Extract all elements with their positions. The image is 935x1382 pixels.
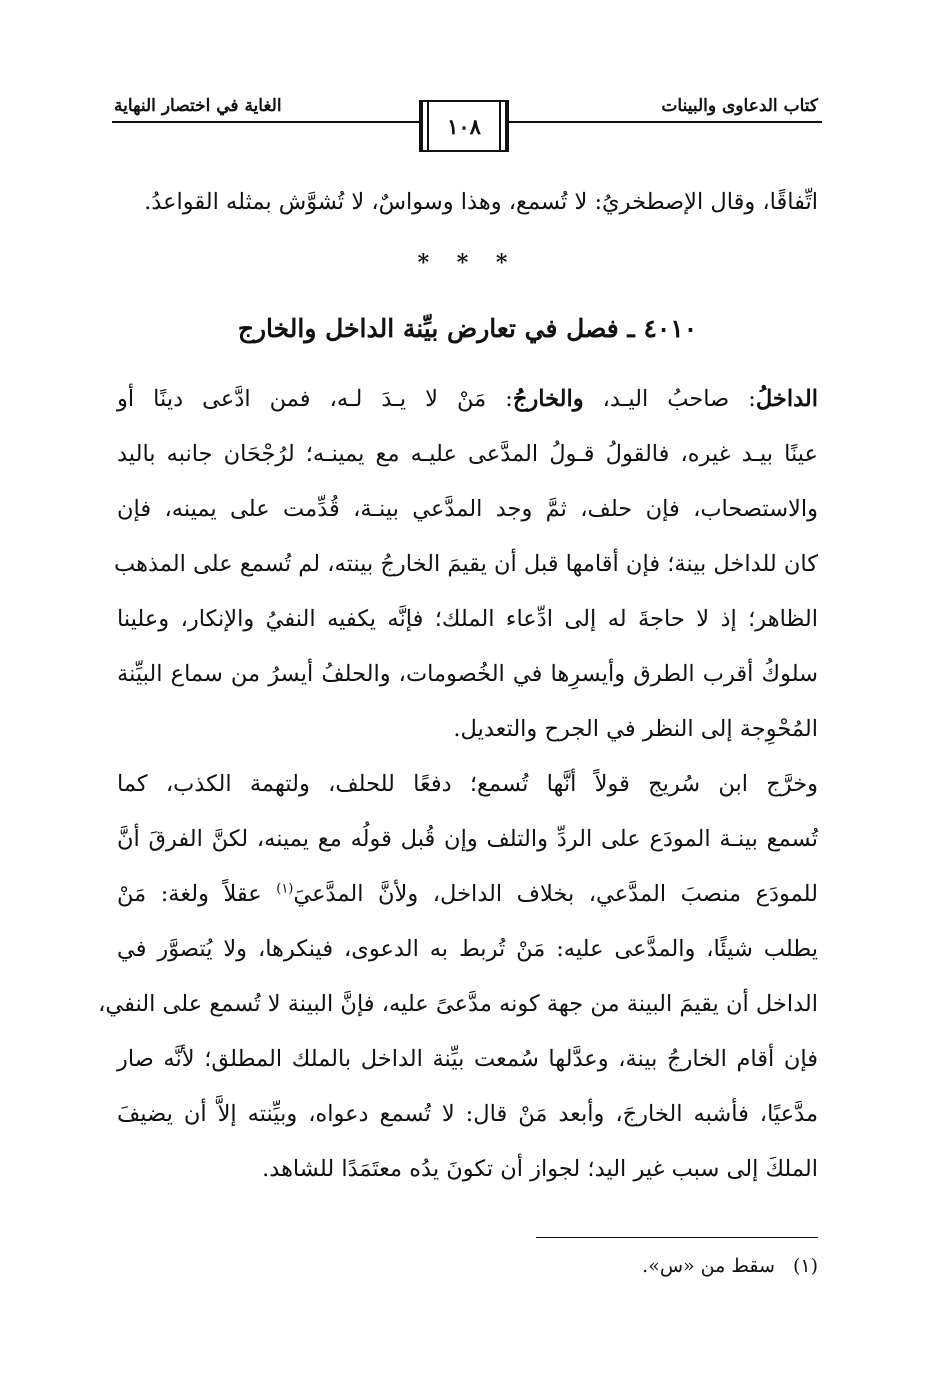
term-outside: والخارجُ [512, 386, 584, 412]
running-header-work-title: الغاية في اختصار النهاية [114, 96, 282, 116]
paragraph2-line: تُسمع بينـة المودَع على الردِّ والتلف وإن قُبل قولُه مع يمينه، لكنَّ الفرقَ أنَّ [117, 826, 818, 852]
term-inside: الداخلُ [755, 386, 819, 412]
frame-top-line [419, 100, 509, 102]
paragraph2-line3-start: للمودَع منصبَ المدَّعي، بخلاف الداخل، ولأنَّ المدَّعيَ [293, 881, 818, 907]
paragraph2-line-with-footnote [117, 874, 818, 914]
running-header-book-title: كتاب الدعاوى والبينات [661, 96, 818, 116]
paragraph2-line: الملكَ إلى سبب غير اليد؛ لجواز أن تكونَ يدُه معتَمَدًا للشاهد. [262, 1156, 818, 1182]
footnote-marker: (١) [276, 881, 294, 897]
frame-bar [419, 100, 423, 152]
term-outside-definition: : مَنْ لا يـدَ لـه، فمن ادَّعى دينًا أو [117, 386, 513, 412]
paragraph2-line: فإن أقام الخارجُ بينة، وعدَّلها سُمعت بيِّنة الداخل بالملك المطلق؛ لأنَّه صار [117, 1046, 818, 1072]
footnote-number: (١) [792, 1255, 818, 1277]
carryover-line: اتِّفاقًا، وقال الإصطخريُ: لا تُسمع، وهذا وسواسٌ، لا تُشوَّش بمثله القواعدُ. [144, 189, 818, 215]
footnote [642, 1255, 818, 1277]
paragraph1-line: سلوكُ أقرب الطرق وأيسرِها في الخُصومات، والحلفُ أيسرُ من سماع البيِّنة [117, 661, 818, 687]
paragraph1-line1 [117, 379, 818, 419]
paragraph2-line: مدَّعيًا، فأشبه الخارجَ، وأبعد مَنْ قال: لا تُسمع دعواه، وبيِّنته إلاَّ أن يضيفَ [117, 1101, 818, 1127]
paragraph2-line: الداخل أن يقيمَ البينة من جهة كونه مدَّعىً عليه، فإنَّ البينة لا تُسمع على النفي، [98, 991, 818, 1017]
section-separator: * * * [417, 250, 518, 276]
paragraph2-line3-end: عقلاً ولغة: مَنْ [117, 881, 277, 907]
paragraph1-line: كان للداخل بينة؛ فإن أقامها قبل أن يقيمَ الخارجُ بينته، لم تُسمع على المذهب [114, 551, 818, 577]
paragraph1-line: والاستصحاب، فإن حلف، ثمَّ وجد المدَّعي بينـة، قُدِّمت على يمينه، فإن [117, 496, 818, 522]
frame-bar [427, 100, 429, 152]
paragraph2-line: يطلب شيئًا، والمدَّعى عليه: مَنْ تُربط به الدعوى، فينكرها، ولا يُتصوَّر في [117, 936, 818, 962]
footnote-rule [536, 1237, 818, 1238]
paragraph1-line: عينًا بيـد غيره، فالقولُ قـولُ المدَّعى عليـه مع يمينـه؛ لرُجْحَان جانبه باليد [117, 441, 818, 467]
section-heading: ٤٠١٠ ـ فصل في تعارض بيِّنة الداخل والخارج [237, 314, 698, 343]
frame-bar [499, 100, 501, 152]
page-number: ١٠٨ [447, 114, 481, 139]
paragraph2-line: وخرَّج ابن سُريج قولاً أنَّها تُسمع؛ دفعًا للحلف، ولتهمة الكذب، كما [117, 771, 818, 797]
footnote-text: سقط من «س». [642, 1255, 775, 1277]
term-inside-definition: : صاحبُ اليـد، [583, 386, 756, 412]
page-number-frame [419, 100, 509, 152]
frame-bar [505, 100, 509, 152]
paragraph1-line: المُحْوِجة إلى النظر في الجرح والتعديل. [453, 716, 818, 742]
frame-bottom-line [419, 150, 509, 152]
paragraph1-line: الظاهر؛ إذ لا حاجةَ له إلى ادِّعاء الملك؛ فإنَّه يكفيه النفيُ والإنكار، وعلينا [117, 606, 818, 632]
